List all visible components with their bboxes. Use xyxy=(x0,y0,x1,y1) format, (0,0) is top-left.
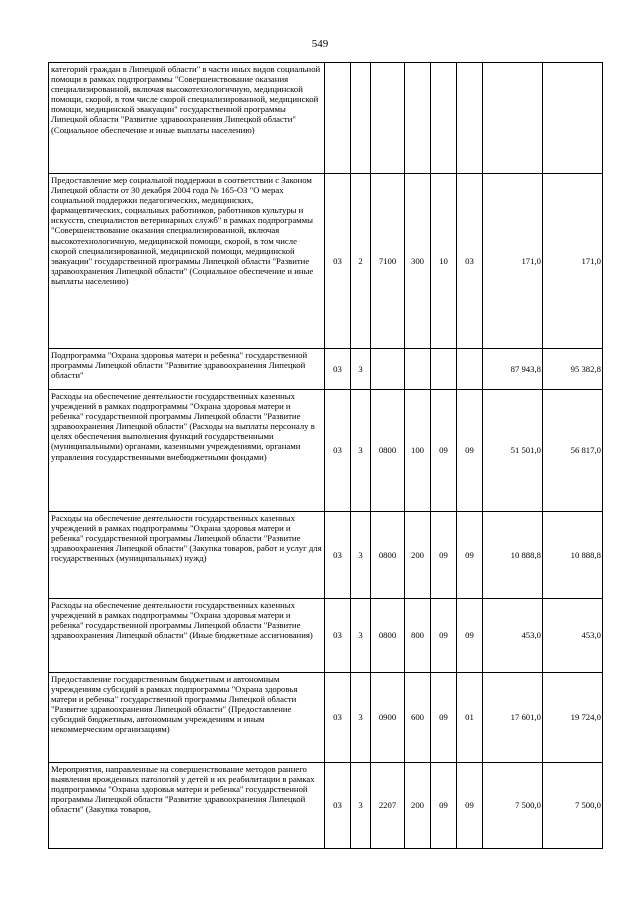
row-description: Предоставление мер социальной поддержки в соответствии с Законом Липецкой области от 30 декабря 2004 года № 165-ОЗ "О мерах социальной поддержки педагогических, медицинских, фармацевтических, социальных работников, работников культуры и искусств, специалистов ветеринарных служб" в рамках подпрограммы "Совершенствование оказания специализированной, включая высокотехнологичную, медицинской помощи, скорой, в том числе скорой специализированной, медицинской помощи, медицинской эвакуации" государственной программы Липецкой области "Развитие здравоохранения Липецкой области" (Социальное обеспечение и иные выплаты населению) xyxy=(49,174,325,349)
cell-subprogram-code: 3 xyxy=(351,390,371,512)
table-row xyxy=(49,512,603,599)
table-row xyxy=(49,763,603,849)
cell-expense-type xyxy=(405,349,431,390)
cell-subsection: 09 xyxy=(457,599,483,673)
cell-expense-type: 100 xyxy=(405,390,431,512)
cell-direction-code: 0900 xyxy=(371,673,405,763)
cell-subprogram-code: 2 xyxy=(351,174,371,349)
cell-amount-year-1: 7 500,0 xyxy=(483,763,543,849)
cell-subsection: 09 xyxy=(457,512,483,599)
table-row xyxy=(49,174,603,349)
table-row xyxy=(49,390,603,512)
cell-subsection xyxy=(457,349,483,390)
cell-subprogram-code: 3 xyxy=(351,349,371,390)
cell-subsection xyxy=(457,63,483,174)
cell-direction-code: 7100 xyxy=(371,174,405,349)
cell-amount-year-1: 51 501,0 xyxy=(483,390,543,512)
cell-program-code: 03 xyxy=(325,673,351,763)
cell-expense-type: 600 xyxy=(405,673,431,763)
cell-subsection: 01 xyxy=(457,673,483,763)
cell-amount-year-2: 171,0 xyxy=(543,174,603,349)
cell-subsection: 09 xyxy=(457,763,483,849)
cell-subprogram-code: 3 xyxy=(351,763,371,849)
cell-section xyxy=(431,349,457,390)
cell-section: 09 xyxy=(431,390,457,512)
cell-section: 09 xyxy=(431,673,457,763)
row-description: Мероприятия, направленные на совершенствование методов раннего выявления врожденных патологий у детей и их реабилитации в рамках подпрограммы "Охрана здоровья матери и ребенка" государственной программы Липецкой области "Развитие здравоохранения Липецкой области" (Закупка товаров, xyxy=(49,763,325,849)
cell-subsection: 09 xyxy=(457,390,483,512)
cell-amount-year-1 xyxy=(483,63,543,174)
cell-direction-code xyxy=(371,63,405,174)
row-description: Подпрограмма "Охрана здоровья матери и ребенка" государственной программы Липецкой области "Развитие здравоохранения Липецкой области" xyxy=(49,349,325,390)
table-row xyxy=(49,349,603,390)
cell-amount-year-2: 95 382,8 xyxy=(543,349,603,390)
cell-direction-code xyxy=(371,349,405,390)
budget-table xyxy=(48,62,603,849)
cell-program-code: 03 xyxy=(325,512,351,599)
table-row xyxy=(49,599,603,673)
cell-amount-year-1: 10 888,8 xyxy=(483,512,543,599)
cell-expense-type: 200 xyxy=(405,763,431,849)
cell-section: 09 xyxy=(431,763,457,849)
row-description: Расходы на обеспечение деятельности государственных казенных учреждений в рамках подпрограммы "Охрана здоровья матери и ребенка" государственной программы Липецкой области "Развитие здравоохранения Липецкой области" (Расходы на выплаты персоналу в целях обеспечения выполнения функций государственными (муниципальными) органами, казенными учреждениями, органами управления государственными внебюджетными фондами) xyxy=(49,390,325,512)
cell-section: 09 xyxy=(431,512,457,599)
cell-program-code: 03 xyxy=(325,174,351,349)
cell-subprogram-code: 3 xyxy=(351,673,371,763)
page-number: 549 xyxy=(311,38,329,50)
cell-amount-year-2 xyxy=(543,63,603,174)
cell-direction-code: 0800 xyxy=(371,512,405,599)
cell-subprogram-code: 3 xyxy=(351,599,371,673)
row-description: категорий граждан в Липецкой области" в части иных видов социальной помощи в рамках подпрограммы "Совершенствование оказания специализированной, включая высокотехнологичную, медицинской помощи, скорой, в том числе скорой специализированной, медицинской помощи, медицинской эвакуации" государственной программы Липецкой области "Развитие здравоохранения Липецкой области" (Социальное обеспечение и иные выплаты населению) xyxy=(49,63,325,174)
cell-direction-code: 0800 xyxy=(371,390,405,512)
cell-amount-year-1: 87 943,8 xyxy=(483,349,543,390)
cell-section: 09 xyxy=(431,599,457,673)
table-row xyxy=(49,673,603,763)
cell-amount-year-2: 10 888,8 xyxy=(543,512,603,599)
cell-direction-code: 0800 xyxy=(371,599,405,673)
cell-program-code: 03 xyxy=(325,349,351,390)
cell-program-code: 03 xyxy=(325,599,351,673)
row-description: Предоставление государственным бюджетным и автономным учреждениям субсидий в рамках подпрограммы "Охрана здоровья матери и ребенка" государственной программы Липецкой области "Развитие здравоохранения Липецкой области" (Предоставление субсидий бюджетным, автономным учреждениям и иным некоммерческим организациям) xyxy=(49,673,325,763)
cell-amount-year-2: 56 817,0 xyxy=(543,390,603,512)
table-row xyxy=(49,63,603,174)
cell-section xyxy=(431,63,457,174)
row-description: Расходы на обеспечение деятельности государственных казенных учреждений в рамках подпрограммы "Охрана здоровья матери и ребенка" государственной программы Липецкой области "Развитие здравоохранения Липецкой области" (Закупка товаров, работ и услуг для государственных (муниципальных) нужд) xyxy=(49,512,325,599)
cell-amount-year-2: 19 724,0 xyxy=(543,673,603,763)
cell-expense-type: 200 xyxy=(405,512,431,599)
cell-subsection: 03 xyxy=(457,174,483,349)
cell-subprogram-code xyxy=(351,63,371,174)
cell-expense-type: 800 xyxy=(405,599,431,673)
cell-program-code: 03 xyxy=(325,763,351,849)
row-description: Расходы на обеспечение деятельности государственных казенных учреждений в рамках подпрограммы "Охрана здоровья матери и ребенка" государственной программы Липецкой области "Развитие здравоохранения Липецкой области" (Иные бюджетные ассигнования) xyxy=(49,599,325,673)
cell-subprogram-code: 3 xyxy=(351,512,371,599)
cell-amount-year-1: 17 601,0 xyxy=(483,673,543,763)
cell-section: 10 xyxy=(431,174,457,349)
cell-amount-year-2: 7 500,0 xyxy=(543,763,603,849)
cell-program-code xyxy=(325,63,351,174)
cell-expense-type: 300 xyxy=(405,174,431,349)
cell-expense-type xyxy=(405,63,431,174)
cell-amount-year-1: 453,0 xyxy=(483,599,543,673)
cell-amount-year-2: 453,0 xyxy=(543,599,603,673)
cell-program-code: 03 xyxy=(325,390,351,512)
cell-amount-year-1: 171,0 xyxy=(483,174,543,349)
cell-direction-code: 2207 xyxy=(371,763,405,849)
